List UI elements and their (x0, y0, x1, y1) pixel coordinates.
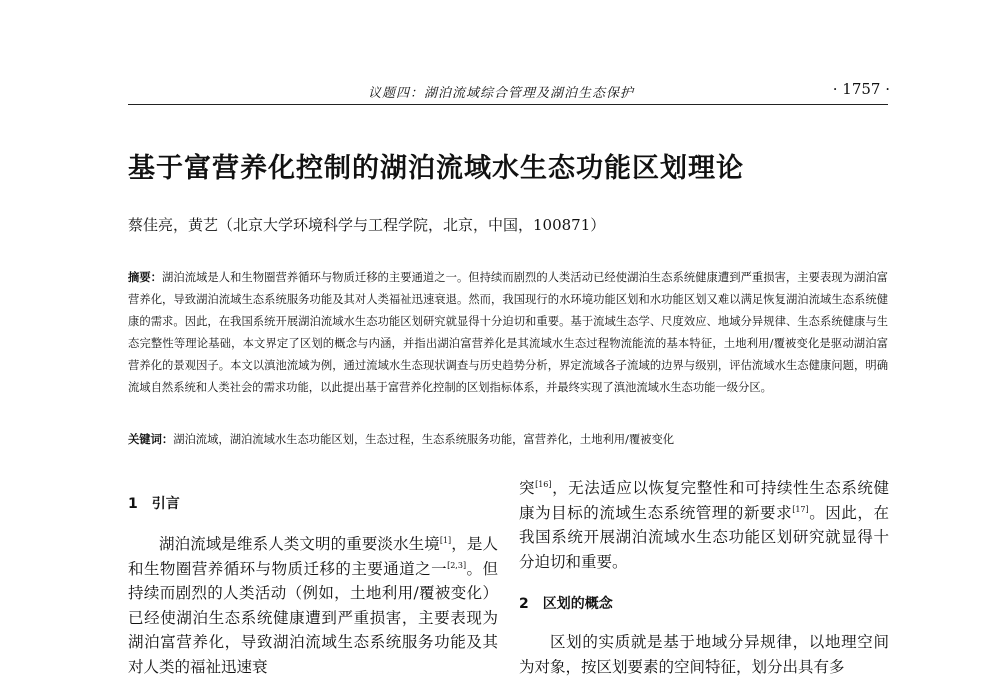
citation: [2,3] (447, 560, 467, 570)
section-heading-concept: 2 区划的概念 (519, 596, 613, 613)
intro-continuation (519, 476, 889, 574)
right-column (519, 476, 889, 680)
left-column (128, 488, 498, 680)
cont-text-2: ，无法适应以恢复完整性和可持续性生态系统健康为目标的流域生态系统管理的新要求 (519, 479, 889, 522)
page-number: · 1757 · (832, 80, 890, 98)
author-line: 蔡佳亮，黄艺（北京大学环境科学与工程学院，北京，中国，100871） (128, 216, 606, 234)
citation: [16] (535, 479, 552, 489)
intro-text-1: 湖泊流域是维系人类文明的重要淡水生境 (159, 535, 440, 553)
section-heading-intro: 1 引言 (128, 496, 180, 512)
abstract (128, 266, 888, 399)
header-rule (128, 104, 888, 105)
paper-title: 基于富营养化控制的湖泊流域水生态功能区划理论 (128, 153, 744, 184)
intro-paragraph (128, 532, 498, 680)
citation: [1] (439, 535, 452, 545)
cont-text-3: 。因此，在我国系统开展湖泊流域水生态功能区划研究就显得十分迫切和重要。 (519, 503, 889, 571)
concept-paragraph: 区划的实质就是基于地域分异规律，以地理空间为对象，按区划要素的空间特征，划分出具有多 (519, 633, 889, 676)
abstract-text: 湖泊流域是人和生物圈营养循环与物质迁移的主要通道之一。但持续而剧烈的人类活动已经使湖泊生态系统健康遭到严重损害，主要表现为湖泊富营养化，导致湖泊流域生态系统服务功能及其对人类福祉迅速衰退。然而，我国现行的水环境功能区划和水功能区划又难以满足恢复湖泊流域生态系统健康的需求。因此，在我国系统开展湖泊流域水生态功能区划研究就显得十分迫切和重要。基于流域生态学、尺度效应、地域分异规律、生态系统健康与生态完整性等理论基础，本文界定了区划的概念与内涵，并指出湖泊富营养化是其流域水生态过程物流能流的基本特征，土地利用/覆被变化是驱动湖泊富营养化的景观因子。本文以滇池流域为例，通过流域水生态现状调查与历史趋势分析，界定流域各子流域的边界与级别，评估流域水生态健康问题，明确流域自然系统和人类社会的需求功能，以此提出基于富营养化控制的区划指标体系，并最终实现了滇池流域水生态功能一级分区。 (128, 271, 888, 394)
keywords (128, 430, 888, 449)
abstract-label: 摘要： (128, 270, 163, 284)
cont-text-1: 突 (519, 479, 536, 497)
running-title: 议题四：湖泊流域综合管理及湖泊生态保护 (368, 86, 635, 101)
citation: [17] (792, 504, 809, 514)
keywords-text: 湖泊流域，湖泊流域水生态功能区划，生态过程，生态系统服务功能，富营养化，土地利用/覆被变化 (173, 433, 675, 446)
intro-text-2: ，是人和生物圈营养循环与物质迁移的主要通道之一 (128, 535, 498, 578)
keywords-label: 关键词： (128, 432, 174, 446)
intro-text-3: 。但持续而剧烈的人类活动（例如，土地利用/覆被变化）已经使湖泊生态系统健康遭到严重损害，主要表现为湖泊富营养化，导致湖泊流域生态系统服务功能及其对人类的福祉迅速衰 (128, 559, 498, 676)
